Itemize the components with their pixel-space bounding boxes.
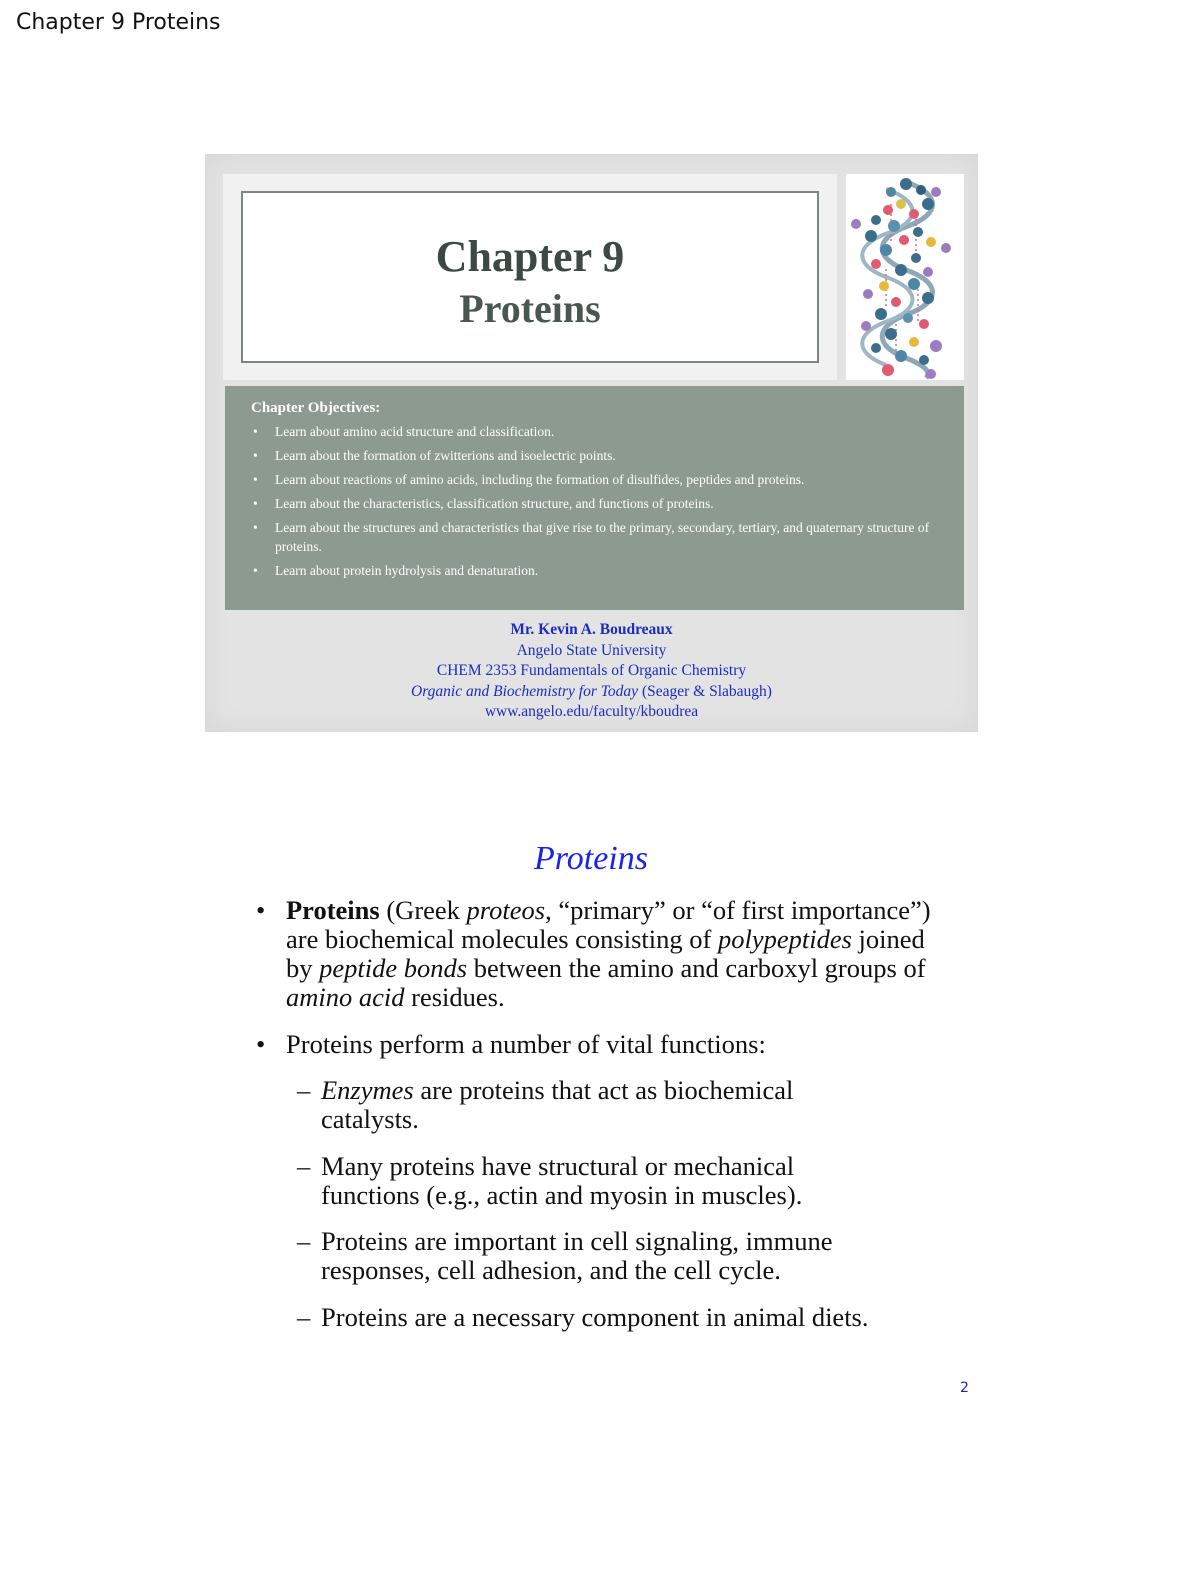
objectives-heading: Chapter Objectives: [251, 400, 381, 416]
dash-marker: – [297, 1302, 311, 1332]
website-link[interactable]: www.angelo.edu/faculty/kboudrea [484, 703, 699, 720]
molecule-illustration [846, 174, 964, 380]
slide2-title: Proteins [534, 840, 648, 877]
term-peptide-bonds: peptide bonds [319, 953, 468, 983]
title-box [241, 191, 819, 363]
sub-text: Many proteins have structural or mechanical functions (e.g., actin and myosin in muscles). [321, 1151, 803, 1210]
objective-item: • Learn about reactions of amino acids, including the formation of disulfides, peptides and proteins. [251, 470, 938, 489]
bullet-marker: • [256, 1029, 266, 1059]
sub-bullet-diets [297, 1302, 896, 1332]
textbook-title: Organic and Biochemistry for Today [411, 682, 639, 700]
term-proteins: Proteins [286, 895, 380, 925]
objective-item: • Learn about the formation of zwitterions and isoelectric points. [251, 446, 938, 465]
slide-title: Chapter 9 [435, 232, 625, 281]
bullet-functions [256, 1029, 936, 1059]
sub-text: Proteins are a necessary component in animal diets. [321, 1302, 869, 1332]
bullet-marker: • [256, 895, 266, 925]
title-panel [223, 174, 837, 380]
term-enzymes: Enzymes [321, 1075, 414, 1105]
text-span: between the amino and carboxyl groups of [467, 953, 926, 983]
title-slide [205, 154, 978, 732]
sub-text: are proteins that act as biochemical catalysts. [321, 1075, 794, 1134]
objectives-list [251, 422, 938, 580]
sub-bullet-structural [297, 1151, 896, 1210]
page-number: 2 [960, 1380, 969, 1396]
chapter-objectives [225, 386, 964, 610]
bullet-proteins-definition [256, 895, 936, 1012]
page-header-title: Chapter 9 Proteins [16, 10, 221, 35]
term-proteos: proteos [466, 895, 546, 925]
dash-marker: – [297, 1075, 311, 1105]
term-polypeptides: polypeptides [717, 924, 852, 954]
textbook-authors: (Seager & Slabaugh) [641, 682, 772, 700]
textbook [205, 682, 978, 703]
author-name: Mr. Kevin A. Boudreaux [510, 621, 673, 638]
objective-item: • Learn about protein hydrolysis and denaturation. [251, 561, 938, 580]
dash-marker: – [297, 1151, 311, 1181]
bullet-text: Proteins perform a number of vital functions: [286, 1029, 766, 1059]
objective-item: • Learn about the structures and characteristics that give rise to the primary, secondary, tertiary, and quaternary structure of proteins. [251, 518, 938, 556]
objective-item: • Learn about the characteristics, classification structure, and functions of proteins. [251, 494, 938, 513]
text-span: (Greek [379, 895, 467, 925]
author-info [205, 620, 978, 723]
slide-subtitle: Proteins [459, 286, 601, 331]
protein-molecule-image [846, 174, 964, 380]
sub-text: Proteins are important in cell signaling, immune responses, cell adhesion, and the cell cycle. [321, 1226, 833, 1285]
objective-item: • Learn about amino acid structure and classification. [251, 422, 938, 441]
sub-bullet-enzymes [297, 1075, 881, 1134]
text-span: joined by [286, 924, 925, 983]
course-name: CHEM 2353 Fundamentals of Organic Chemistry [436, 662, 747, 679]
term-amino-acid: amino acid [286, 982, 405, 1012]
sub-bullet-signaling [297, 1226, 911, 1285]
text-span: residues. [404, 982, 505, 1012]
dash-marker: – [297, 1226, 311, 1256]
text-span: , “primary” or “of first importance”) are biochemical molecules consisting of [286, 895, 931, 954]
university: Angelo State University [516, 641, 667, 659]
